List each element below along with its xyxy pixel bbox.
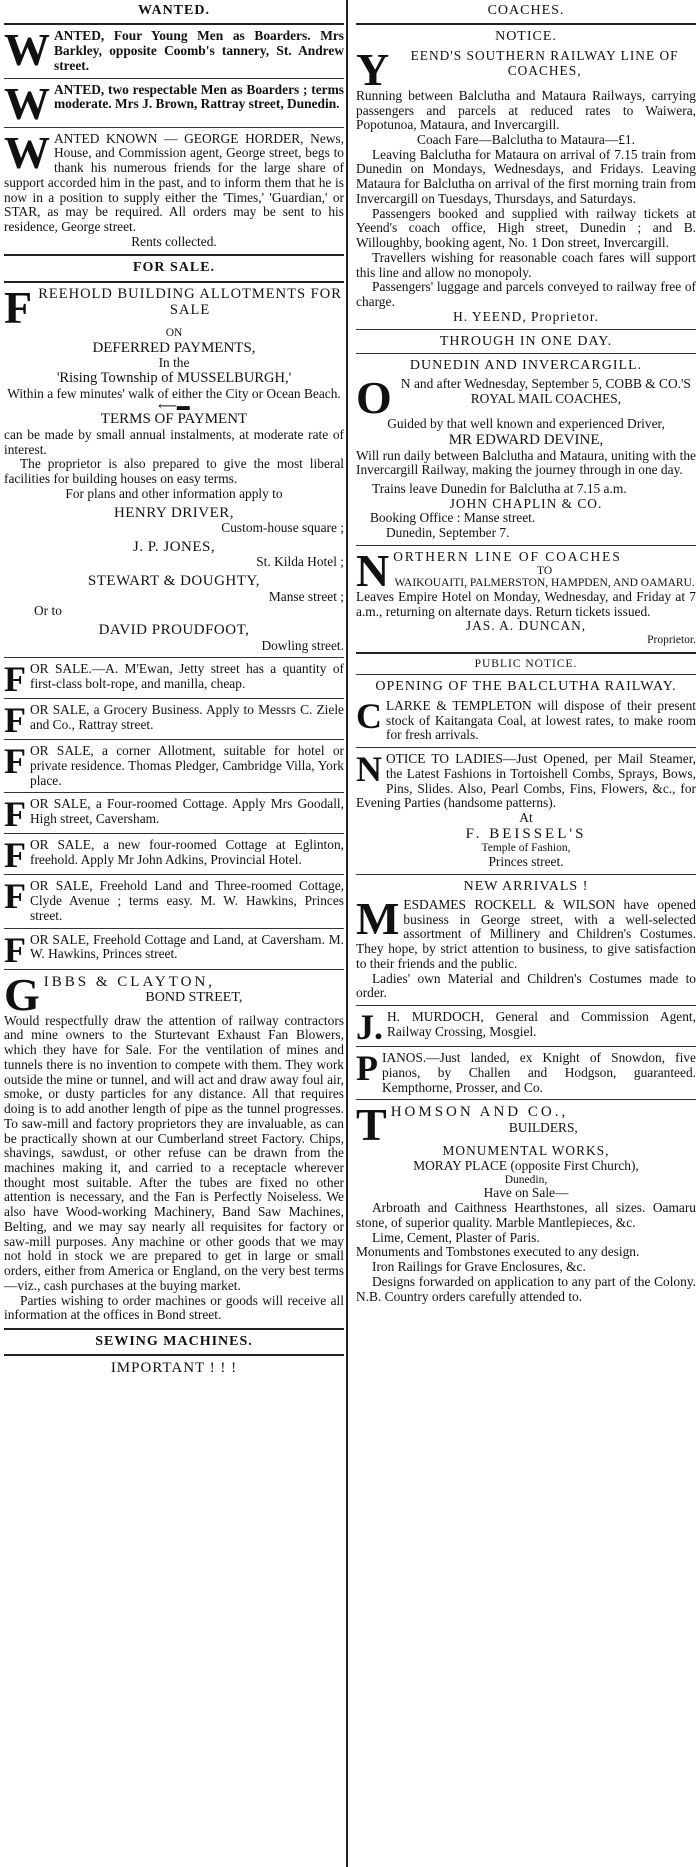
sewing-machines-heading: SEWING MACHINES. [95,1334,253,1350]
rule [4,833,344,834]
ad-signature: H. YEEND, Proprietor. [453,308,599,324]
within-text: Within a few minutes' walk of either the City or Ocean Beach. [7,385,341,401]
ad-title: REEHOLD BUILDING ALLOTMENTS FOR SALE [38,285,342,318]
agent-name: J. P. JONES, [132,538,216,555]
drop-cap: F [4,659,26,700]
rule [356,1005,696,1006]
rule [356,747,696,748]
rule [4,874,344,875]
ad-pianos [356,1048,696,1095]
ad-boarders-barkley [4,24,344,76]
township: 'Rising Township of MUSSELBURGH,' [56,369,292,386]
rule [356,329,696,330]
ad-body: Parties wishing to order machines or goods will receive all information at the offices in Bond street. [4,1292,344,1323]
shop-subtitle: Temple of Fashion, [481,842,571,855]
ad-body: Trains leave Dunedin for Balclutha at 7.15 a.m. [372,481,627,497]
ad-text: OR SALE, Freehold Cottage and Land, at Caversham. M. W. Hawkins, Princes street. [30,931,344,962]
ad-body: Iron Railings for Grave Enclosures, &c. [372,1259,586,1275]
ad-text: ANTED, two respectable Men as Boarders ; terms moderate. Mrs J. Brown, Rattray street, Dunedin. [54,81,344,112]
ad-signature: JAS. A. DUNCAN, [465,618,587,634]
rule [4,739,344,740]
through-heading: THROUGH IN ONE DAY. [439,333,613,349]
ad-eglinton-cottage [4,835,344,876]
ad-text: OR SALE.—A. M'Ewan, Jetty street has a quantity of first-class bolt-rope, and manilla, cheap. [30,661,344,691]
drop-cap: F [4,929,26,970]
rule [4,281,344,283]
ad-body: Monuments and Tombstones executed to any design. [356,1244,640,1260]
ad-text: OR SALE, Freehold Land and Three-roomed Cottage, Clyde Avenue ; terms easy. M. W. Hawkins, Princes street. [30,878,344,923]
ad-text: LARKE & TEMPLETON will dispose of their present stock of Kaitangata Coal, at lowest rates, to make room for fresh arrivals. [386,697,696,743]
at-label: At [519,809,533,825]
ad-four-roomed-cottage [4,794,344,835]
drop-cap: W [4,24,50,76]
ad-yeend-coaches [356,43,696,325]
rule [356,652,696,654]
rule [4,657,344,658]
rule [4,969,344,970]
drop-cap: F [4,700,26,741]
ad-title: ORTHERN LINE OF COACHES [393,548,622,564]
agent-name: DAVID PROUDFOOT, [98,622,250,639]
ad-body: Arbroath and Caithness Hearthstones, all sizes. Oamaru stone, of superior quality. Marble Mantlepieces, &c. [356,1200,696,1230]
drop-cap: J. [356,1007,383,1048]
ad-subtitle: BOND STREET, [145,990,243,1006]
rule [4,127,344,128]
or-to: Or to [34,603,62,619]
agent-name: STEWART & DOUGHTY, [87,573,261,590]
ad-text: OR SALE, a corner Allotment, suitable for hotel or private residence. Thomas Pledger, Cambridge Villa, York place. [30,743,344,788]
ad-title: HOMSON AND CO., [390,1104,569,1121]
ad-text: ANTED, Four Young Men as Boarders. Mrs Barkley, opposite Coomb's tannery, St. Andrew street. [54,28,344,73]
terms-text: can be made by small annual instalments, at moderate rate of interest. [4,426,344,457]
shop-name: F. BEISSEL'S [465,825,587,842]
new-arrivals-heading: NEW ARRIVALS ! [463,878,589,894]
ad-clarke-templeton [356,695,696,743]
rule [4,928,344,929]
drop-cap: Y [356,43,390,95]
agent-address: St. Kilda Hotel ; [256,554,344,570]
ad-boarders-brown [4,77,344,129]
ad-body: Passengers' luggage and parcels conveyed to railway free of charge. [356,279,696,310]
rule [4,254,344,256]
rule [4,23,344,25]
ad-text: IANOS.—Just landed, ex Knight of Snowdon, five pianos, by Challen and Hodgson, guaranteed. Kempthorne, Prosser, and Co. [382,1050,696,1095]
ad-body: Coach Fare—Balclutha to Mataura—£1. [417,131,635,147]
on-label: ON [165,326,183,339]
ad-text: OTICE TO LADIES—Just Opened, per Mail Steamer, the Latest Fashions in Tortoishell Combs, Sprays, Bows, Pins, Slides. Also, Pearl Combs, Fins, Flowers, &c., for Evening Parties (handsome patterns). [356,751,696,811]
ad-caversham-cottage [4,929,344,970]
ad-body: Passengers booked and supplied with railway tickets at Yeend's coach office, High street, Dunedin ; and B. Willoughby, booking agent, No. 1 Don street, Invercargill. [356,205,696,251]
dunedin-invercargill-heading: DUNEDIN AND INVERCARGILL. [409,357,643,373]
opening-heading: OPENING OF THE BALCLUTHA RAILWAY. [375,679,677,695]
rule [356,1099,696,1100]
drop-cap: N [356,749,382,790]
ad-body: Leaves Empire Hotel on Monday, Wednesday, and Friday at 7 a.m., returning on alternate days. Return tickets issued. [356,588,696,619]
ad-text: OR SALE, a new four-roomed Cottage at Eglinton, freehold. Apply Mr John Adkins, Provincial Hotel. [30,837,344,868]
rule [356,353,696,354]
drop-cap: W [4,77,50,129]
right-column [356,0,696,1867]
ad-title: IBBS & CLAYTON, [43,973,216,990]
ad-thomson [356,1099,696,1304]
places: WAIKOUAITI, PALMERSTON, HAMPDEN, AND OAMARU. [394,577,695,590]
ad-title: EEND'S SOUTHERN RAILWAY LINE OF COACHES, [410,47,679,78]
rule [356,23,696,25]
ad-body: Running between Balclutha and Mataura Railways, carrying passengers and parcels at reduced rates to Waiwera, Popotunoa, Mataura, and Invercargill. [356,87,696,133]
terms-heading: TERMS OF PAYMENT [100,411,248,428]
rule [4,698,344,699]
left-column [4,0,344,1867]
agent-address: Dowling street. [261,637,344,653]
ad-footer: Rents collected. [131,233,217,249]
agent-address: Manse street ; [268,588,344,604]
ad-role: Proprietor. [647,634,696,647]
drop-cap: F [4,876,26,917]
rule [356,874,696,875]
agent-name: HENRY DRIVER, [113,504,235,521]
driver-name: MR EDWARD DEVINE, [448,432,604,449]
plans-text: For plans and other information apply to [65,485,283,501]
for-sale-heading: FOR SALE. [132,260,216,276]
rule [356,1046,696,1047]
drop-cap: F [4,741,26,782]
notice-heading: NOTICE. [495,29,557,45]
ad-subtitle: BUILDERS, [508,1119,578,1135]
shop-street: Princes street. [488,853,564,869]
drop-cap: F [4,835,26,876]
wanted-heading: WANTED. [138,3,210,18]
ad-rockell-wilson [356,892,696,1001]
drop-cap: F [4,281,33,333]
ad-notice-to-ladies [356,749,696,870]
rule [4,1354,344,1356]
drop-cap: F [4,794,26,835]
ad-text: H. MURDOCH, General and Commission Agent, Railway Crossing, Mosgiel. [387,1009,696,1039]
ad-body: Travellers wishing for reasonable coach fares will support this line and allow no monopoly. [356,249,696,280]
ad-signature: JOHN CHAPLIN & CO. [449,495,603,511]
rule [4,792,344,793]
rule [356,674,696,675]
ad-mcewan [4,659,344,700]
city: Dunedin, [504,1173,548,1186]
drop-cap: N [356,544,390,596]
drop-cap: G [4,968,40,1020]
ad-date: Dunedin, September 7. [386,525,510,541]
drop-cap: W [4,126,50,178]
in-the: In the [158,355,190,370]
works-heading: MONUMENTAL WORKS, [442,1143,610,1159]
ad-text: ESDAMES ROCKELL & WILSON have opened business in George street, with a well-selected assortment of Millinery and Children's Costumes. They hope, by strict attention to business, to give satisfaction to their friends and the public. [356,896,696,971]
ad-horder [4,126,344,250]
ad-body: Will run daily between Balclutha and Mataura, uniting with the Invercargill Railway, making the journey through in one day. [356,447,696,478]
ad-freehold-allotments [4,281,344,653]
ad-northern-coaches [356,544,696,647]
rule [356,545,696,546]
column-divider [346,0,348,1867]
public-notice-heading: PUBLIC NOTICE. [474,657,578,670]
address: MORAY PLACE (opposite First Church), [413,1158,639,1174]
ad-cobb-coaches [356,372,696,541]
drop-cap: O [356,372,392,424]
drop-cap: M [356,892,400,944]
pointing-hand-icon: ⟵▬ [158,398,190,414]
drop-cap: T [356,1099,387,1151]
ad-body: Lime, Cement, Plaster of Paris. [372,1229,540,1245]
drop-cap: C [356,695,382,736]
to-label: TO [537,564,553,577]
ad-clyde-avenue [4,876,344,923]
have-on-sale: Have on Sale— [483,1185,569,1201]
booking-office: Booking Office : Manse street. [370,510,536,526]
ad-grocery [4,700,344,741]
important-heading: IMPORTANT ! ! ! [110,1360,238,1377]
ad-gibbs-clayton [4,968,344,1323]
ad-body: Would respectfully draw the attention of railway contractors and mine owners to the Sturtevant Exhaust Fan Blowers, which they have for Sale. For the ventilation of mines and tunnels there is no invention to compete with them. They work outside the mine or tunnel, and will act and draw away foul air, smoke, or dusty particles for any distance. All that requires doing is to add another length of pipe as the tunnel progresses. To saw-mill and factory proprietors they are invaluable, as can be practically shown at our Cumberland street Factory. Chips, shavings, sawdust, or other refuse can be drawn from the machines making it, and carried to a receptacle wherever thought most suitable. After the tubes are fixed no other attention is necessary, and the Fan is Perfectly Noiseless. We also have Wood-working Machinery, Band Saw Machines, Belting, and we may say nearly all requisites for factory or saw-mill purposes. Any machine or other goods that we may not hold in stock we are prepared to get in large or small orders, either from America or England, on the very best terms—viz., cash purchases at the buying market. [4,1012,344,1293]
coaches-heading: COACHES. [487,3,565,18]
rule [4,78,344,79]
deferred-label: DEFERRED PAYMENTS, [92,339,256,356]
ad-murdoch [356,1007,696,1048]
ad-body: Leaving Balclutha for Mataura on arrival of 7.15 train from Dunedin on Mondays, Wednesdays, and Fridays. Leaving Mataura for Balclutha on arrival of the first morning train from Invercargill on Tuesdays, Thursdays, and Saturdays. [356,146,696,206]
ad-corner-allotment [4,741,344,788]
ad-body: Guided by that well known and experienced Driver, [387,416,665,432]
ad-body: Designs forwarded on application to any part of the Colony. N.B. Country orders carefully attended to. [356,1273,696,1304]
rule [4,1328,344,1330]
ad-text: ANTED KNOWN — GEORGE HORDER, News, House, and Commission agent, George street, begs to thank his numerous friends for the large share of support accorded him in the past, and to inform them that he is now in a position to supply either the 'Times,' 'Guardian,' or STAR, as may be required. All orders may be sent to his residence, George street. [4,130,344,234]
drop-cap: P [356,1048,378,1089]
agent-address: Custom-house square ; [221,520,344,536]
ad-text: OR SALE, a Four-roomed Cottage. Apply Mrs Goodall, High street, Caversham. [30,796,344,827]
proprietor-text: The proprietor is also prepared to give the most liberal facilities for building houses on easy terms. [4,456,344,487]
ad-title: N and after Wednesday, September 5, COBB & CO.'S ROYAL MAIL COACHES, [400,376,691,407]
ad-body: Ladies' own Material and Children's Costumes made to order. [356,970,696,1001]
ad-text: OR SALE, a Grocery Business. Apply to Messrs C. Ziele and Co., Rattray street. [30,702,344,732]
